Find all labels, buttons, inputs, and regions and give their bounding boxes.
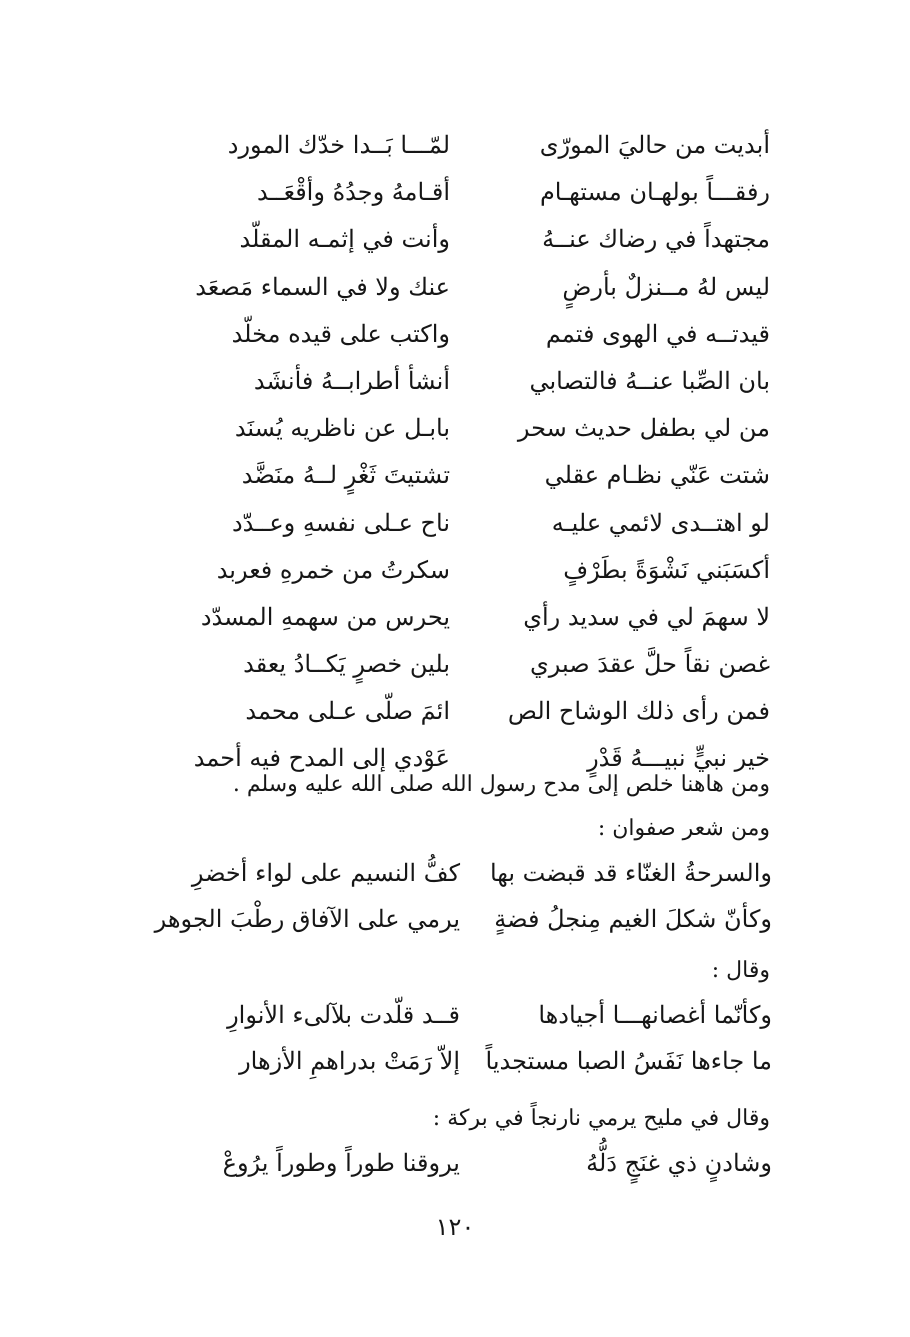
verse-line bbox=[150, 358, 770, 405]
verse-second-hemistich: إلاّ رَمَتْ بدراهمِ الأزهار bbox=[239, 1047, 460, 1075]
verse-second-hemistich: أقـامهُ وجدُهُ وأقْعَــد bbox=[256, 178, 450, 207]
verse-line bbox=[140, 850, 772, 896]
verse-second-hemistich: بابـل عن ناظريه يُسنَد bbox=[234, 414, 450, 443]
verse-first-hemistich: خير نبيٍّ نبيـــهُ قَدْرٍ bbox=[587, 744, 770, 773]
verse-first-hemistich: لو اهتــدى لائمي عليـه bbox=[551, 508, 770, 537]
verse-line bbox=[140, 992, 772, 1038]
verse-second-hemistich: لمّـــا بَــدا خدّك المورد bbox=[227, 131, 450, 159]
verse-first-hemistich: بان الصِّبا عنــهُ فالتصابي bbox=[529, 366, 770, 395]
verse-second-hemistich: أنشأ أطرابــهُ فأنشَد bbox=[253, 366, 450, 395]
verse-line bbox=[150, 594, 770, 641]
verse-line bbox=[150, 169, 770, 216]
verse-line bbox=[150, 216, 770, 263]
verse-line bbox=[150, 547, 770, 594]
verse-second-hemistich: عنك ولا في السماء مَصعَد bbox=[195, 272, 450, 301]
poem-block-4 bbox=[140, 1140, 772, 1186]
verse-line bbox=[150, 500, 770, 547]
verse-line bbox=[140, 896, 772, 942]
verse-line bbox=[150, 122, 770, 169]
verse-second-hemistich: قــد قلّدت بلآلىء الأنوارِ bbox=[227, 1001, 460, 1029]
verse-line bbox=[150, 452, 770, 499]
verse-line bbox=[140, 1140, 772, 1186]
poem-block-2 bbox=[140, 850, 772, 942]
prose-paragraph: وقال : bbox=[711, 958, 770, 983]
verse-line bbox=[150, 264, 770, 311]
verse-first-hemistich: والسرحةُ الغنّاء قد قبضت بها bbox=[489, 859, 772, 887]
verse-second-hemistich: سكرتُ من خمرهِ فعربد bbox=[216, 555, 450, 584]
verse-second-hemistich: تشتيتَ ثَغْرٍ لــهُ منَضَّد bbox=[241, 461, 450, 490]
verse-first-hemistich: وشادنٍ ذي غنَجٍ دَلُّهُ bbox=[586, 1149, 772, 1177]
verse-line bbox=[140, 1038, 772, 1084]
verse-first-hemistich: أبديت من حاليَ المورّى bbox=[539, 131, 770, 159]
verse-first-hemistich: وكأنّما أغصانهـــا أجيادها bbox=[538, 1001, 772, 1029]
verse-second-hemistich: وأنت في إثمـه المقلّد bbox=[239, 225, 450, 254]
verse-second-hemistich: عَوْدي إلى المدح فيه أحمد bbox=[193, 744, 450, 773]
verse-first-hemistich: غصن نقاً حلَّ عقدَ صبري bbox=[530, 650, 770, 679]
verse-line bbox=[150, 405, 770, 452]
verse-line bbox=[150, 641, 770, 688]
verse-first-hemistich: وكأنّ شكلَ الغيم مِنجلُ فضةٍ bbox=[494, 905, 772, 933]
verse-second-hemistich: يرمي على الآفاق رطْبَ الجوهر bbox=[154, 905, 460, 933]
verse-first-hemistich: من لي بطفل حديث سحر bbox=[517, 414, 770, 443]
verse-line bbox=[150, 311, 770, 358]
verse-first-hemistich: شتت عَنّي نظـام عقلي bbox=[544, 461, 770, 490]
prose-paragraph: ومن شعر صفوان : bbox=[597, 816, 770, 841]
verse-line bbox=[150, 688, 770, 735]
verse-first-hemistich: رفقـــاً بولهـان مستهـام bbox=[539, 178, 770, 207]
verse-first-hemistich: لا سهمَ لي في سديد رأي bbox=[523, 602, 770, 631]
verse-second-hemistich: واكتب على قيده مخلّد bbox=[231, 319, 450, 348]
poem-block-1 bbox=[150, 122, 770, 783]
prose-paragraph: وقال في مليح يرمي نارنجاً في بركة : bbox=[432, 1106, 770, 1131]
verse-first-hemistich: أكسَبَني نَشْوَةً بطَرْفٍ bbox=[563, 555, 770, 584]
verse-first-hemistich: فمن رأى ذلك الوشاح الص bbox=[507, 697, 770, 726]
verse-first-hemistich: قيدتــه في الهوى فتمم bbox=[545, 319, 770, 348]
verse-second-hemistich: بلين خصرٍ يَكــادُ يعقد bbox=[243, 650, 450, 679]
verse-first-hemistich: ليس لهُ مــنزلٌ بأرضٍ bbox=[562, 272, 770, 301]
poem-block-3 bbox=[140, 992, 772, 1084]
verse-second-hemistich: ائمَ صلّى عـلى محمد bbox=[245, 697, 450, 726]
prose-paragraph: ومن هاهنا خلص إلى مدح رسول الله صلى الله عليه وسلم . bbox=[232, 772, 770, 797]
verse-first-hemistich: مجتهداً في رضاك عنــهُ bbox=[542, 225, 770, 254]
verse-second-hemistich: يروقنا طوراً وطوراً يرُوعْ bbox=[222, 1149, 460, 1177]
page-number: ١٢٠ bbox=[435, 1213, 475, 1241]
verse-second-hemistich: يحرس من سهمهِ المسدّد bbox=[200, 602, 450, 631]
verse-second-hemistich: ناح عـلى نفسهِ وعــدّد bbox=[231, 508, 450, 537]
verse-second-hemistich: كفُّ النسيم على لواء أخضرِ bbox=[191, 859, 460, 887]
verse-first-hemistich: ما جاءها نَفَسُ الصبا مستجدياً bbox=[485, 1047, 772, 1075]
